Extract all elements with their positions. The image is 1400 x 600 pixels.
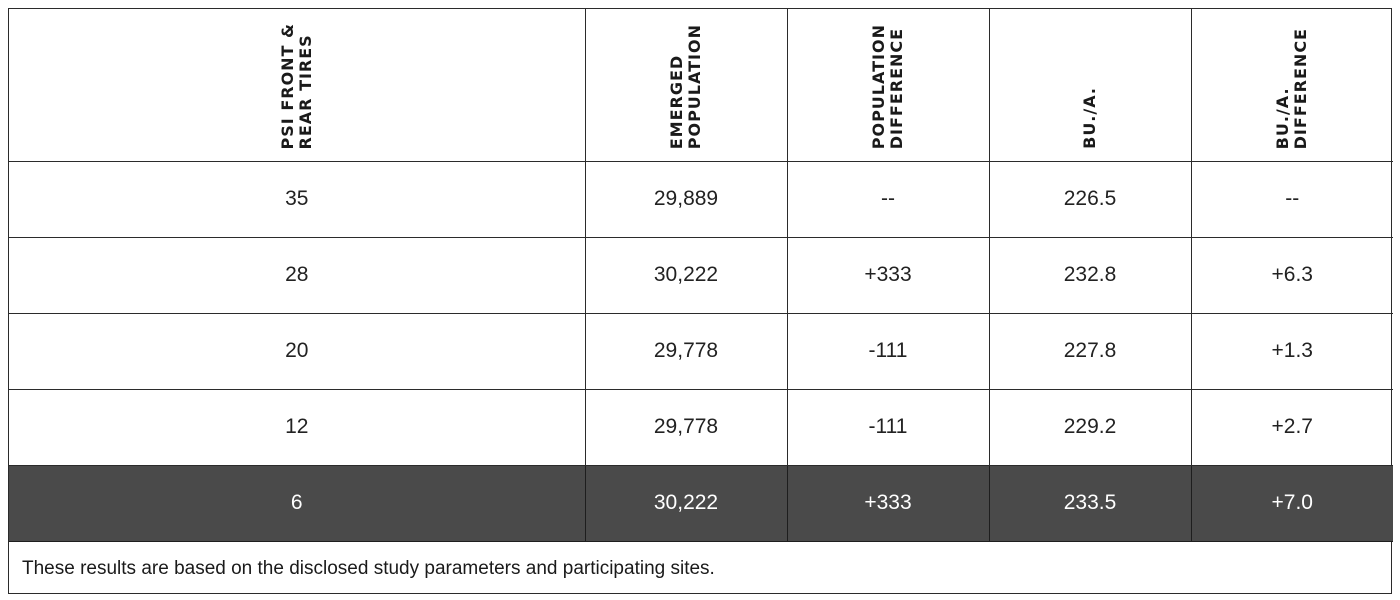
cell-bu-a: 232.8 [989, 238, 1191, 314]
header-label-bu-a: BU./A. [1080, 87, 1099, 149]
cell-bu-a-difference: +7.0 [1191, 466, 1393, 542]
cell-emerged-population: 29,778 [585, 390, 787, 466]
table-row-highlighted [9, 466, 1393, 542]
table-row [9, 314, 1393, 390]
header-label-emerged-population: EMERGED POPULATION [667, 23, 704, 149]
header-cell-bu-a [989, 9, 1191, 162]
cell-psi: 12 [9, 390, 585, 466]
table-row [9, 238, 1393, 314]
cell-emerged-population: 29,778 [585, 314, 787, 390]
table-row [9, 390, 1393, 466]
cell-psi: 35 [9, 162, 585, 238]
cell-emerged-population: 30,222 [585, 238, 787, 314]
cell-population-difference: +333 [787, 466, 989, 542]
cell-bu-a-difference: +6.3 [1191, 238, 1393, 314]
cell-emerged-population: 29,889 [585, 162, 787, 238]
header-label-psi: PSI FRONT & REAR TIRES [277, 22, 315, 149]
cell-emerged-population: 30,222 [585, 466, 787, 542]
header-cell-psi [9, 9, 585, 162]
header-cell-bu-a-difference [1191, 9, 1393, 162]
results-table-frame [8, 8, 1392, 594]
header-cell-emerged-population [585, 9, 787, 162]
header-label-population-difference: POPULATION DIFFERENCE [869, 23, 906, 149]
cell-bu-a: 226.5 [989, 162, 1191, 238]
header-row [9, 9, 1393, 162]
table-row [9, 162, 1393, 238]
cell-bu-a-difference: +2.7 [1191, 390, 1393, 466]
cell-population-difference: -111 [787, 390, 989, 466]
cell-bu-a: 233.5 [989, 466, 1191, 542]
cell-population-difference: +333 [787, 238, 989, 314]
results-table [9, 9, 1393, 542]
cell-population-difference: -- [787, 162, 989, 238]
header-cell-population-difference [787, 9, 989, 162]
cell-psi: 28 [9, 238, 585, 314]
cell-population-difference: -111 [787, 314, 989, 390]
footnote: These results are based on the disclosed study parameters and participating sites. [22, 558, 715, 579]
cell-bu-a: 227.8 [989, 314, 1191, 390]
cell-bu-a: 229.2 [989, 390, 1191, 466]
cell-psi: 6 [9, 466, 585, 542]
header-label-bu-a-difference: BU./A. DIFFERENCE [1273, 27, 1311, 149]
cell-bu-a-difference: -- [1191, 162, 1393, 238]
cell-psi: 20 [9, 314, 585, 390]
cell-bu-a-difference: +1.3 [1191, 314, 1393, 390]
